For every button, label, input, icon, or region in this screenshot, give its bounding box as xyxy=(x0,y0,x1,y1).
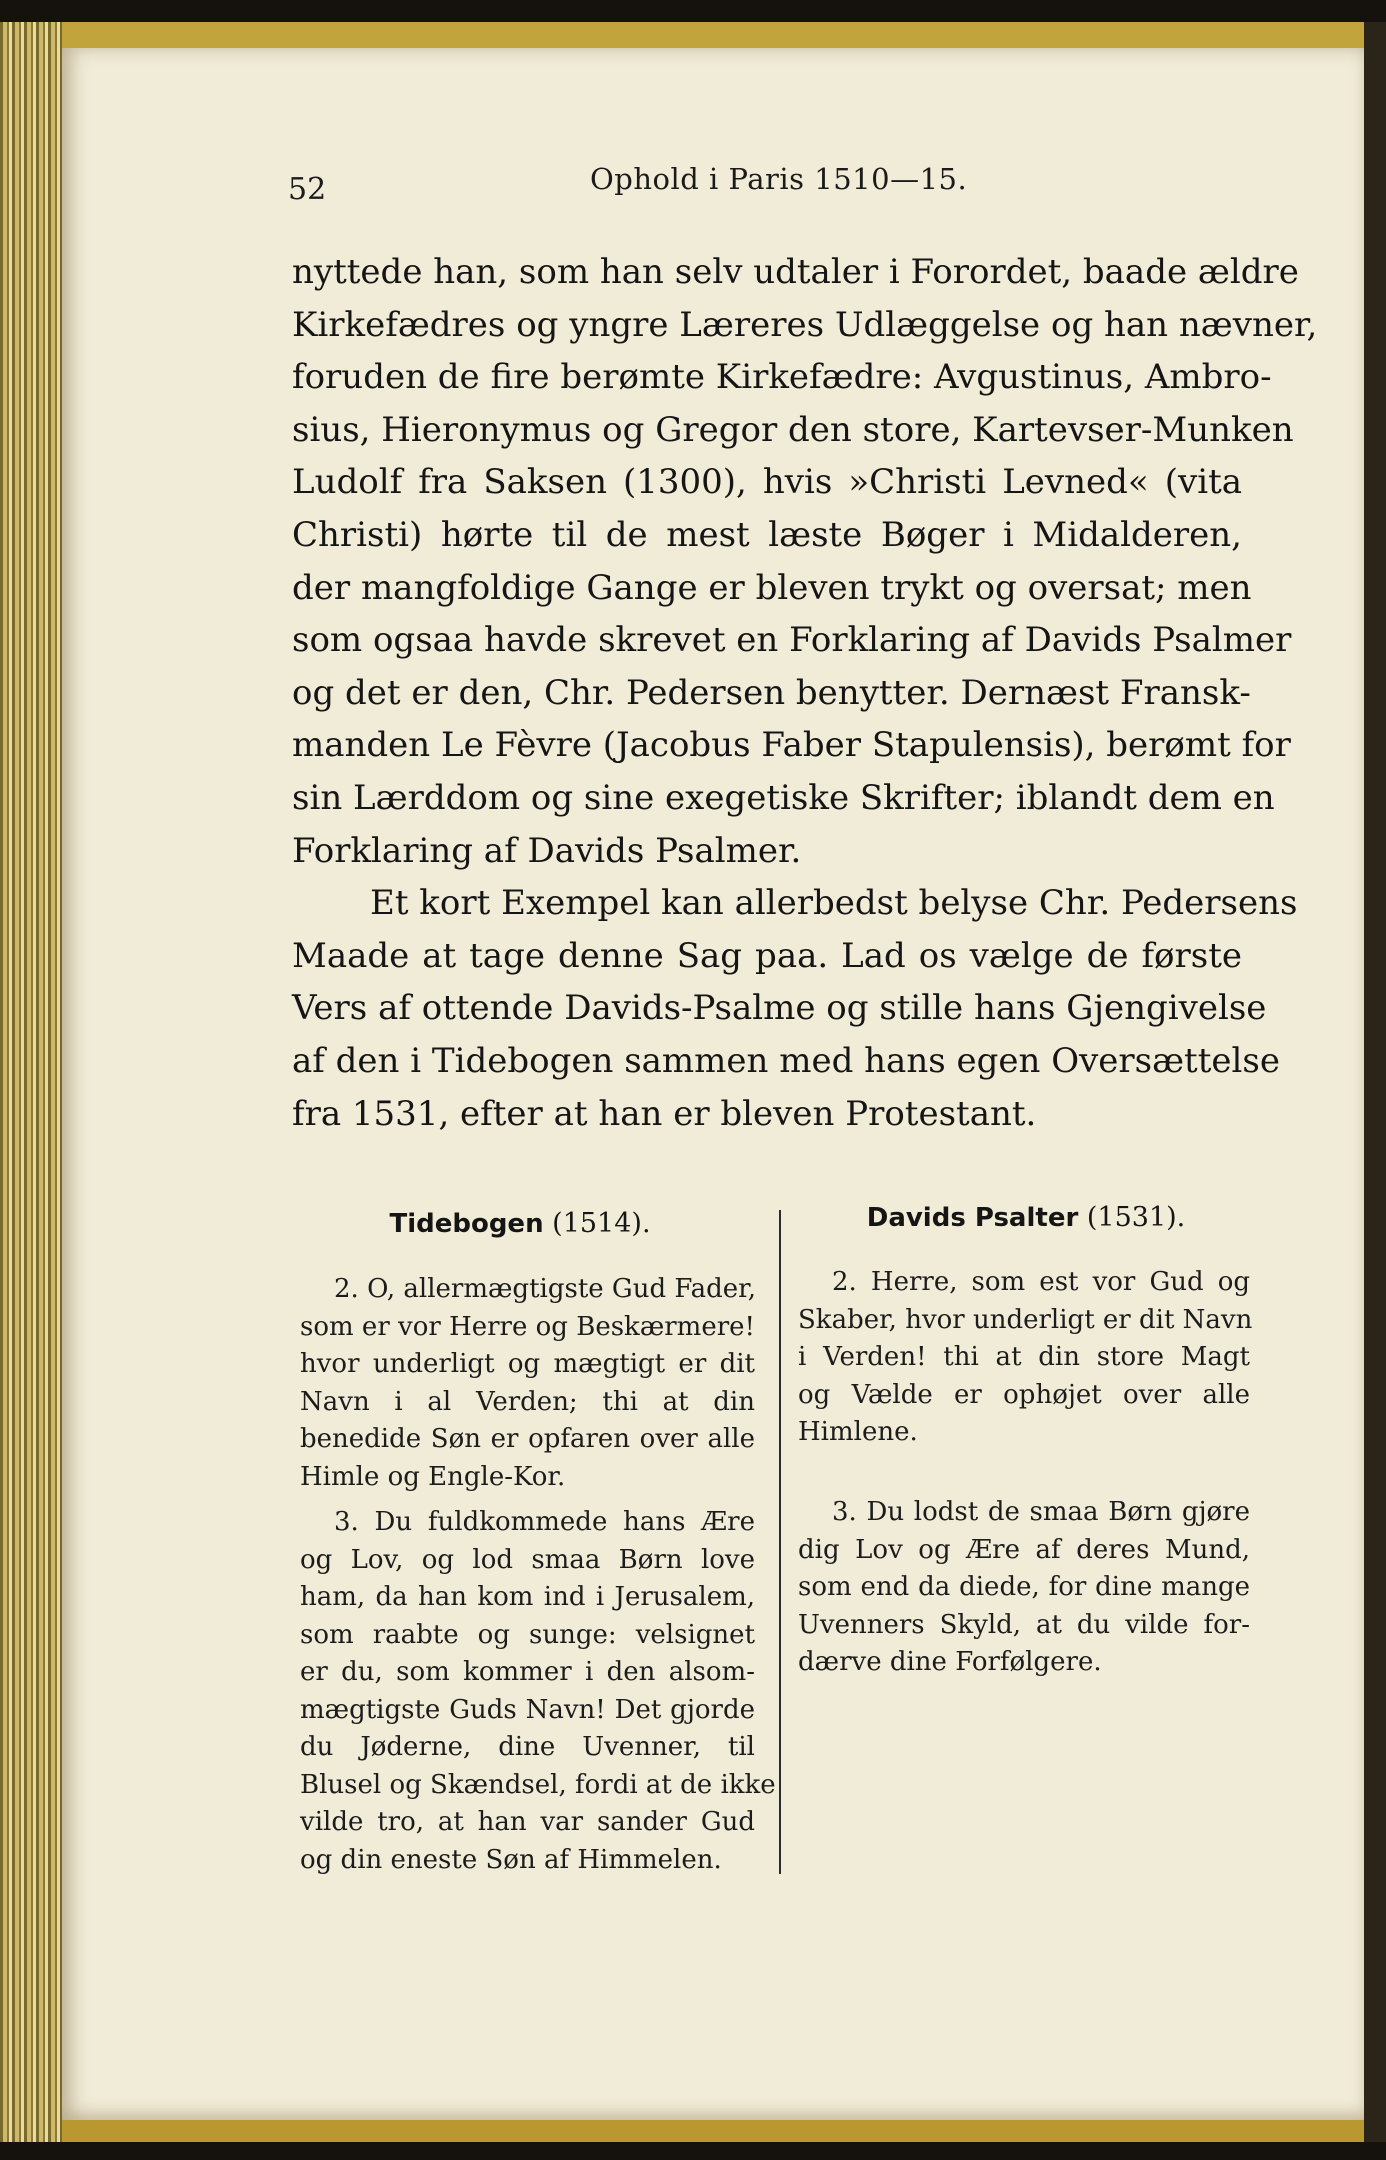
text-line: Kirkefædres og yngre Læreres Udlæggelse og han nævner, xyxy=(292,304,1318,345)
verse-line: og din eneste Søn af Himmelen. xyxy=(300,1844,722,1875)
verse-line: er du, som kommer i den alsom- xyxy=(300,1657,755,1687)
text-line: sius, Hieronymus og Gregor den store, Kartevser-Munken xyxy=(292,409,1294,450)
verse-line: som raabte og sunge: velsignet xyxy=(300,1619,755,1650)
verse-line: Himlene. xyxy=(798,1417,918,1447)
verse-line: Uvenners Skyld, at du vilde for- xyxy=(798,1609,1250,1640)
left-column-heading xyxy=(300,1208,740,1239)
verse-line: 2. O, allermægtigste Gud Fader, xyxy=(334,1274,756,1304)
verse-line: dærve dine Forfølgere. xyxy=(798,1647,1102,1677)
text-line: sin Lærddom og sine exegetiske Skrifter; iblandt dem en xyxy=(292,777,1275,818)
verse-line: benedide Søn er opfaren over alle xyxy=(300,1424,755,1454)
verse-line: dig Lov og Ære af deres Mund, xyxy=(798,1534,1250,1565)
column-divider xyxy=(779,1210,781,1874)
page-number: 52 xyxy=(288,172,327,207)
main-text xyxy=(292,246,1318,1140)
right-book-edge xyxy=(1364,22,1386,2142)
text-line: fra 1531, efter at han er bleven Protestant. xyxy=(292,1093,1037,1134)
right-column-heading xyxy=(806,1202,1246,1233)
verse-line: Blusel og Skændsel, fordi at de ikke xyxy=(300,1769,776,1800)
text-line: som ogsaa havde skrevet en Forklaring af Davids Psalmer xyxy=(292,620,1292,661)
verse-line: mægtigste Guds Navn! Det gjorde xyxy=(300,1694,755,1725)
left-column-title: Tidebogen xyxy=(389,1209,544,1239)
verse-line: Himle og Engle-Kor. xyxy=(300,1461,566,1492)
text-line: Christi) hørte til de mest læste Bøger i Midalderen, xyxy=(292,514,1242,555)
left-page-edges xyxy=(0,22,62,2142)
text-line: Et kort Exempel kan allerbedst belyse Chr. Pedersens xyxy=(370,883,1298,924)
text-line: af den i Tidebogen sammen med hans egen Oversættelse xyxy=(292,1040,1280,1081)
verse-line: du Jøderne, dine Uvenner, til xyxy=(300,1732,755,1762)
verse-line: som end da diede, for dine mange xyxy=(798,1572,1250,1602)
right-column-verse-3 xyxy=(798,1494,1250,1682)
bottom-book-edge xyxy=(0,2142,1386,2160)
right-column-title: Davids Psalter xyxy=(866,1203,1079,1233)
top-book-edge xyxy=(0,0,1386,22)
text-line: manden Le Fèvre (Jacobus Faber Stapulensis), berømt for xyxy=(292,725,1291,766)
text-line: Ludolf fra Saksen (1300), hvis »Christi Levned« (vita xyxy=(292,462,1242,503)
text-line: Maade at tage denne Sag paa. Lad os vælge de første xyxy=(292,935,1242,976)
right-column-verse-2 xyxy=(798,1264,1253,1452)
running-title: Ophold i Paris 1510—15. xyxy=(590,162,968,196)
right-column-year: (1531). xyxy=(1086,1202,1186,1233)
verse-line: i Verden! thi at din store Magt xyxy=(798,1342,1250,1372)
text-line: Forklaring af Davids Psalmer. xyxy=(292,830,802,871)
verse-line: Navn i al Verden; thi at din xyxy=(300,1386,755,1417)
text-line: der mangfoldige Gange er bleven trykt og oversat; men xyxy=(292,567,1252,608)
left-column-verse-3 xyxy=(300,1504,776,1879)
text-line: og det er den, Chr. Pedersen benytter. Dernæst Fransk- xyxy=(292,672,1251,713)
left-column-verse-2 xyxy=(300,1271,755,1496)
text-line: Vers af ottende Davids-Psalme og stille hans Gjengivelse xyxy=(292,988,1267,1029)
verse-line: som er vor Herre og Beskærmere! xyxy=(300,1311,755,1342)
verse-line: 3. Du fuldkommede hans Ære xyxy=(334,1507,755,1537)
verse-line: vilde tro, at han var sander Gud xyxy=(300,1807,755,1837)
verse-line: 2. Herre, som est vor Gud og xyxy=(832,1267,1250,1297)
text-line: foruden de fire berømte Kirkefædre: Avgustinus, Ambro- xyxy=(292,357,1272,398)
text-line: nyttede han, som han selv udtaler i Forordet, baade ældre xyxy=(292,252,1299,292)
verse-line: 3. Du lodst de smaa Børn gjøre xyxy=(832,1497,1250,1527)
verse-line: og Lov, og lod smaa Børn love xyxy=(300,1544,755,1575)
verse-line: hvor underligt og mægtigt er dit xyxy=(300,1349,755,1379)
verse-line: Skaber, hvor underligt er dit Navn xyxy=(798,1304,1253,1335)
left-column-year: (1514). xyxy=(552,1208,651,1239)
verse-line: ham, da han kom ind i Jerusalem, xyxy=(300,1582,755,1612)
verse-line: og Vælde er ophøjet over alle xyxy=(798,1379,1250,1410)
